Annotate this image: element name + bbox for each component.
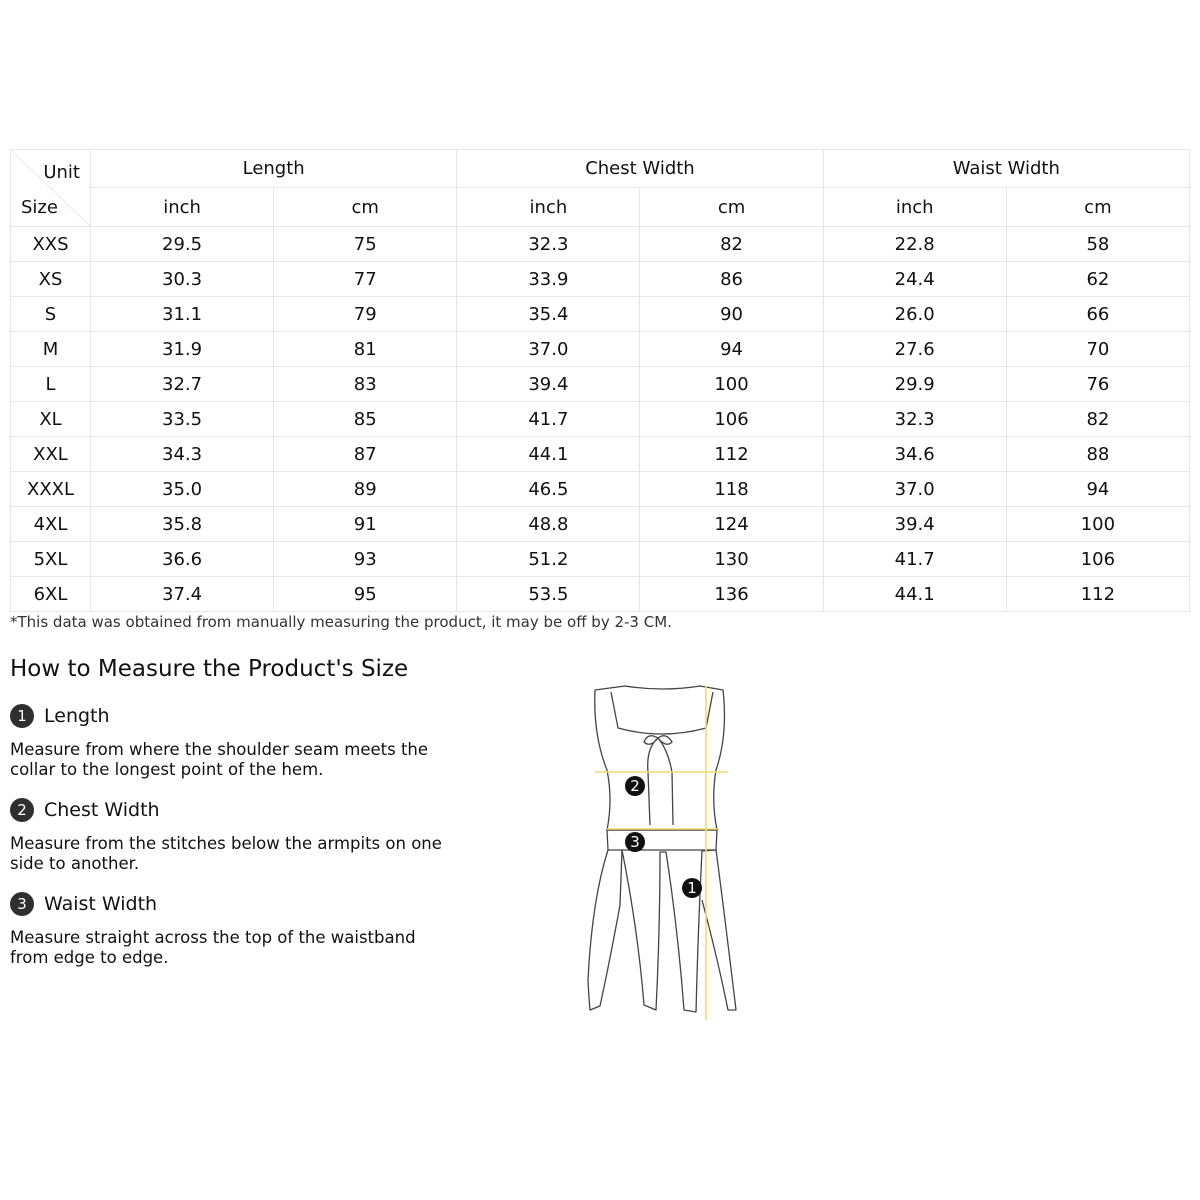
measurement-cell: 39.4 [823,507,1006,542]
table-row [11,297,1190,332]
measurement-cell: 100 [640,367,823,402]
measurement-cell: 22.8 [823,227,1006,262]
measurement-cell: 89 [274,472,457,507]
size-cell: 6XL [11,577,91,612]
step-chest-width [10,798,160,822]
marker-2-label: 2 [630,777,640,795]
marker-1-label: 1 [687,879,697,897]
step-chest-width-description: Measure from the stitches below the armpits on one side to another. [10,834,442,873]
step-number-badge: 2 [10,798,34,822]
measurement-cell: 100 [1006,507,1189,542]
measurement-cell: 46.5 [457,472,640,507]
measurement-cell: 35.0 [91,472,274,507]
measurement-cell: 33.5 [91,402,274,437]
dress-measurement-diagram [578,680,748,1025]
measurement-cell: 51.2 [457,542,640,577]
step-title: Length [44,705,110,727]
measurement-cell: 91 [274,507,457,542]
measurement-cell: 82 [640,227,823,262]
table-row [11,437,1190,472]
step-number-badge: 1 [10,704,34,728]
measurement-cell: 37.0 [457,332,640,367]
measurement-cell: 44.1 [823,577,1006,612]
measurement-cell: 41.7 [823,542,1006,577]
measurement-cell: 29.9 [823,367,1006,402]
measurement-cell: 31.9 [91,332,274,367]
table-row [11,367,1190,402]
measurement-cell: 112 [640,437,823,472]
measurement-cell: 39.4 [457,367,640,402]
measurement-cell: 87 [274,437,457,472]
table-row [11,507,1190,542]
measurement-cell: 35.4 [457,297,640,332]
measurement-note: *This data was obtained from manually measuring the product, it may be off by 2-3 CM. [10,613,672,631]
subheader-chest-inch: inch [457,188,640,227]
step-waist-width [10,892,157,916]
size-label: Size [21,197,58,218]
size-cell: XXL [11,437,91,472]
measurement-cell: 82 [1006,402,1189,437]
header-chest-width: Chest Width [457,150,823,188]
measurement-cell: 66 [1006,297,1189,332]
measurement-cell: 24.4 [823,262,1006,297]
diagram-markers [625,776,702,898]
measurement-cell: 106 [1006,542,1189,577]
measurement-cell: 112 [1006,577,1189,612]
table-row [11,472,1190,507]
size-cell: XL [11,402,91,437]
dress-neckline [611,692,713,734]
subheader-waist-cm: cm [1006,188,1189,227]
size-cell: XXS [11,227,91,262]
subheader-length-inch: inch [91,188,274,227]
table-row [11,402,1190,437]
size-cell: M [11,332,91,367]
marker-3-label: 3 [630,833,640,851]
table-header-unit-row [11,188,1190,227]
unit-label: Unit [43,162,80,183]
table-header-group-row [11,150,1190,188]
subheader-waist-inch: inch [823,188,1006,227]
measurement-cell: 81 [274,332,457,367]
measurement-cell: 124 [640,507,823,542]
measurement-cell: 53.5 [457,577,640,612]
measurement-cell: 83 [274,367,457,402]
size-cell: L [11,367,91,402]
measurement-cell: 31.1 [91,297,274,332]
measurement-cell: 88 [1006,437,1189,472]
measurement-cell: 34.6 [823,437,1006,472]
measurement-cell: 41.7 [457,402,640,437]
size-cell: 5XL [11,542,91,577]
table-row [11,262,1190,297]
measurement-cell: 95 [274,577,457,612]
measurement-cell: 93 [274,542,457,577]
header-length: Length [91,150,457,188]
measurement-cell: 62 [1006,262,1189,297]
measurement-cell: 106 [640,402,823,437]
table-row [11,542,1190,577]
measurement-cell: 27.6 [823,332,1006,367]
subheader-length-cm: cm [274,188,457,227]
measurement-cell: 44.1 [457,437,640,472]
measurement-cell: 86 [640,262,823,297]
header-waist-width: Waist Width [823,150,1189,188]
size-cell: S [11,297,91,332]
table-row [11,227,1190,262]
measurement-cell: 70 [1006,332,1189,367]
measurement-cell: 33.9 [457,262,640,297]
measurement-cell: 32.7 [91,367,274,402]
measurement-cell: 37.0 [823,472,1006,507]
subheader-chest-cm: cm [640,188,823,227]
step-title: Waist Width [44,893,158,915]
measurement-cell: 30.3 [91,262,274,297]
step-waist-width-description: Measure straight across the top of the waistband from edge to edge. [10,928,416,967]
size-chart-table [10,149,1190,612]
dress-tie [644,736,673,825]
dress-waistband [607,830,717,850]
measurement-cell: 130 [640,542,823,577]
dress-skirt-outline [588,850,736,1012]
step-number-badge: 3 [10,892,34,916]
step-length-description: Measure from where the shoulder seam meets the collar to the longest point of the hem. [10,740,429,779]
size-cell: XXXL [11,472,91,507]
measurement-cell: 94 [640,332,823,367]
measurement-cell: 32.3 [823,402,1006,437]
measurement-cell: 85 [274,402,457,437]
measurement-cell: 76 [1006,367,1189,402]
unit-size-corner-cell [11,150,91,227]
how-to-measure-title: How to Measure the Product's Size [10,656,409,682]
measurement-cell: 75 [274,227,457,262]
table-body [11,227,1190,612]
measurement-cell: 35.8 [91,507,274,542]
table-row [11,577,1190,612]
measurement-cell: 48.8 [457,507,640,542]
measurement-cell: 58 [1006,227,1189,262]
measurement-cell: 29.5 [91,227,274,262]
measurement-cell: 90 [640,297,823,332]
measurement-cell: 34.3 [91,437,274,472]
size-cell: XS [11,262,91,297]
step-length [10,704,110,728]
measurement-cell: 94 [1006,472,1189,507]
measurement-cell: 136 [640,577,823,612]
measurement-cell: 32.3 [457,227,640,262]
measurement-cell: 77 [274,262,457,297]
measurement-cell: 36.6 [91,542,274,577]
measurement-cell: 37.4 [91,577,274,612]
step-title: Chest Width [44,799,160,821]
table-row [11,332,1190,367]
measurement-cell: 79 [274,297,457,332]
size-cell: 4XL [11,507,91,542]
measurement-cell: 26.0 [823,297,1006,332]
measurement-cell: 118 [640,472,823,507]
